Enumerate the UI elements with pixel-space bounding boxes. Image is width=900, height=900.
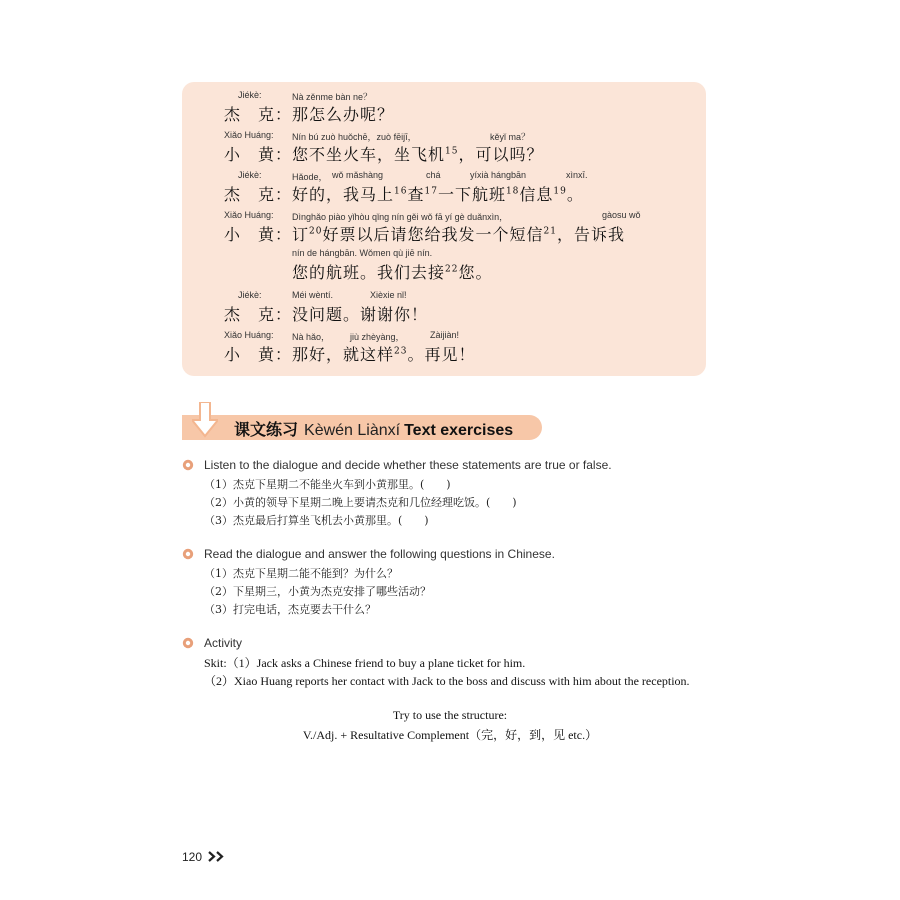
speaker-pinyin: Jiékè: <box>238 170 262 180</box>
exercise-item: Skit:（1）Jack asks a Chinese friend to buy a plane ticket for him. <box>204 656 526 670</box>
pinyin-text: Nín bú zuò huǒchē，zuò fēijī， <box>292 132 417 142</box>
exercise-item: （2）下星期三，小黄为杰克安排了哪些活动？ <box>204 585 431 598</box>
exercise-title: Activity <box>204 636 243 650</box>
pinyin-text: kěyǐ ma？ <box>490 132 531 142</box>
pinyin-text: yíxià hángbān <box>470 170 527 180</box>
flower-bullet-icon <box>182 459 194 471</box>
speaker-name: 杰 克： <box>224 185 293 204</box>
down-arrow-icon <box>192 402 218 442</box>
section-header <box>182 412 542 440</box>
pinyin-text: gàosu wǒ <box>602 210 641 220</box>
section-title-en: Text exercises <box>404 422 514 439</box>
pinyin-text: jiù zhèyàng， <box>350 332 405 342</box>
pinyin-text: Méi wèntí. <box>292 290 334 300</box>
exercise-item: （2）Xiao Huang reports her contact with Jack to the boss and discuss with him about the reception. <box>204 674 690 688</box>
double-chevron-icon <box>208 851 226 862</box>
pinyin-text: nín de hángbān. Wǒmen qù jiē nín. <box>292 248 433 258</box>
speaker-name: 小 黄： <box>224 145 293 164</box>
speaker-name: 小 黄： <box>224 225 293 244</box>
dialogue-text: 那怎么办呢？ <box>292 105 395 124</box>
structure-hint-title: Try to use the structure: <box>392 708 508 722</box>
dialogue-text: 您的航班。我们去接$^{22}$您。 <box>292 263 493 282</box>
section-title-pinyin: Kèwén Liànxí <box>304 422 401 439</box>
pinyin-text: Hǎode， <box>292 172 328 182</box>
section-title-zh: 课文练习 <box>234 420 299 439</box>
dialogue-text: 那好，就这样$^{23}$。再见！ <box>292 345 476 364</box>
page-number: 120 <box>182 850 203 864</box>
speaker-name: 小 黄： <box>224 345 293 364</box>
exercise-item: （1）杰克下星期二不能坐火车到小黄那里。( ) <box>204 478 451 491</box>
dialogue-box <box>182 82 706 376</box>
vocab-note-number: 15 <box>445 146 459 157</box>
pinyin-text: Zàijiàn! <box>430 330 460 340</box>
pinyin-text: chá <box>426 170 441 180</box>
exercise-item: （1）杰克下星期二能不能到？为什么？ <box>204 567 398 580</box>
exercise-item: （2）小黄的领导下星期二晚上要请杰克和几位经理吃饭。( ) <box>204 496 517 509</box>
flower-bullet-icon <box>182 637 194 649</box>
speaker-pinyin: Jiékè: <box>238 90 262 100</box>
speaker-pinyin: Xiǎo Huáng: <box>224 130 274 140</box>
section-title <box>234 417 513 440</box>
pinyin-text: Dìnghǎo piào yǐhòu qǐng nín gěi wǒ fā yí gè duǎnxìn， <box>292 212 509 222</box>
pinyin-text: Xièxie nǐ! <box>370 290 407 300</box>
speaker-name: 杰 克： <box>224 305 293 324</box>
pinyin-text: wǒ mǎshàng <box>332 170 384 180</box>
speaker-pinyin: Xiǎo Huáng: <box>224 330 274 340</box>
dialogue-text: 没问题。谢谢你！ <box>292 305 429 324</box>
dialogue-text: 您不坐火车，坐飞机$^{15}$，可以吗？ <box>292 145 544 164</box>
pinyin-text: Nà hǎo， <box>292 332 331 342</box>
exercise-title: Read the dialogue and answer the following questions in Chinese. <box>204 547 555 561</box>
exercise-item: （3）杰克最后打算坐飞机去小黄那里。( ) <box>204 514 429 527</box>
pinyin-text: Nà zěnme bàn ne？ <box>292 92 373 102</box>
dialogue-text: 订$^{20}$好票以后请您给我发一个短信$^{21}$，告诉我 <box>292 225 625 244</box>
speaker-pinyin: Jiékè: <box>238 290 262 300</box>
exercise-title: Listen to the dialogue and decide whether these statements are true or false. <box>204 458 612 472</box>
flower-bullet-icon <box>182 548 194 560</box>
speaker-pinyin: Xiǎo Huáng: <box>224 210 274 220</box>
speaker-name: 杰 克： <box>224 105 293 124</box>
dialogue-text: 好的，我马上$^{16}$查$^{17}$一下航班$^{18}$信息$^{19}$。 <box>292 185 584 204</box>
pinyin-text: xìnxī. <box>566 170 588 180</box>
exercise-item: （3）打完电话，杰克要去干什么？ <box>204 603 376 616</box>
structure-hint-formula: V./Adj. + Resultative Complement（完，好，到，见 etc.） <box>302 728 598 742</box>
